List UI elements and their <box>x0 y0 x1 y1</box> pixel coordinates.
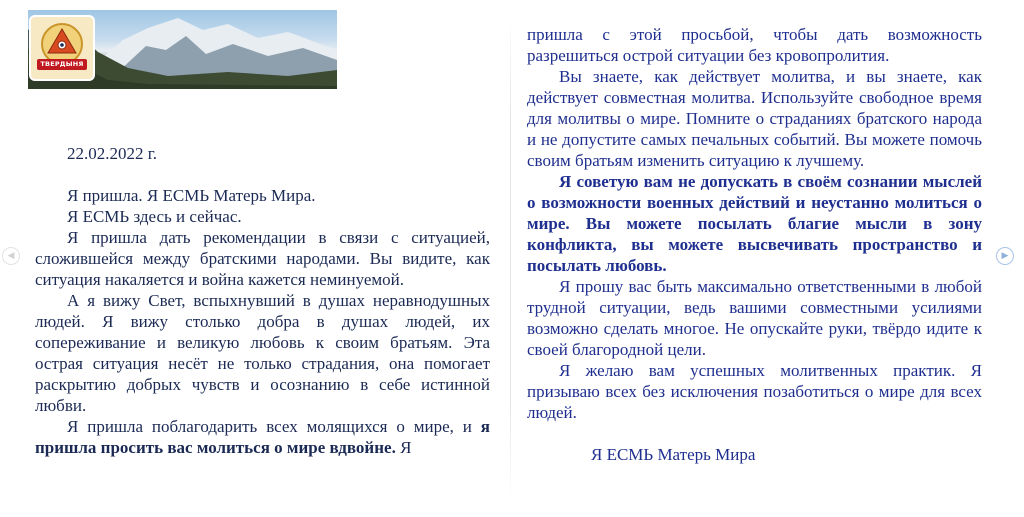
chevron-left-icon: ◀ <box>7 251 15 261</box>
paragraph: пришла с этой просьбой, чтобы дать возможность разрешиться острой ситуации без кровопролития. <box>527 25 982 65</box>
paragraph: Я пришла дать рекомендации в связи с ситуацией, сложившейся между братскими народами. Вы видите, как ситуация накаляется и война кажется неминуемой. <box>35 228 490 289</box>
previous-page-button[interactable] <box>2 247 20 265</box>
message-date: 22.02.2022 г. <box>67 144 158 163</box>
tverdynya-logo[interactable] <box>31 17 93 79</box>
paragraph-text: Я <box>395 438 412 457</box>
paragraph: Я пришла. Я ЕСМЬ Матерь Мира. <box>67 186 316 205</box>
spacer <box>527 423 982 444</box>
next-page-button[interactable] <box>996 247 1014 265</box>
paragraph: А я вижу Свет, вспыхнувший в душах неравнодушных людей. Я вижу столько добра в душах людей, их сопереживание и великую любовь к своим братьям. Эта острая ситуация несёт не только страдания, она помогает раскрытию добрых чувств и осознанию в себе истинной любви. <box>35 291 490 415</box>
paragraph-text: Я пришла поблагодарить всех молящихся о мире, и <box>67 417 481 436</box>
paragraph: Я прошу вас быть максимально ответственными в любой трудной ситуации, ведь вашими совместными усилиями возможно сделать многое. Не опускайте руки, твёрдо идите к своей благородной цели. <box>527 277 982 359</box>
paragraph-bold-text: я пришла просить вас молиться о мире вдвойне. <box>35 417 490 457</box>
paragraph: Я ЕСМЬ здесь и сейчас. <box>67 207 242 226</box>
paragraph <box>35 416 490 458</box>
right-page-text <box>527 24 982 465</box>
paragraph: Вы знаете, как действует молитва, и вы знаете, как действует совместная молитва. Используйте свободное время для молитвы о мире. Помните о страданиях братского народа и не допустите самых печальных событий. Вы можете помочь своим братьям изменить ситуацию к лучшему. <box>527 67 982 170</box>
logo-caption: ТВЕРДЫНЯ <box>37 59 87 70</box>
signature: Я ЕСМЬ Матерь Мира <box>591 445 756 464</box>
paragraph-bold: Я советую вам не допускать в своём сознании мыслей о возможности военных действий и неустанно молиться о мире. Вы можете посылать благие мысли в зону конфликта, вы можете высвечивать пространство и посылать любовь. <box>527 172 982 275</box>
chevron-right-icon: ▶ <box>1001 251 1009 261</box>
paragraph: Я желаю вам успешных молитвенных практик. Я призываю всех без исключения позаботиться о мире для всех людей. <box>527 361 982 422</box>
page-divider <box>510 14 511 504</box>
left-page-text <box>35 143 490 458</box>
